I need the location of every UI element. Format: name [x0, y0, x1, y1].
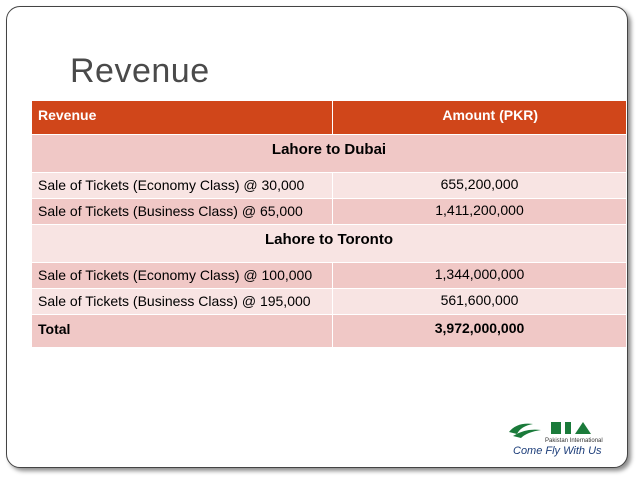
slide-title: Revenue [70, 52, 210, 90]
row-amount: 655,200,000 [333, 173, 627, 199]
pia-logo-icon [507, 418, 607, 440]
total-amount: 3,972,000,000 [333, 315, 627, 348]
revenue-table [31, 100, 627, 348]
table-header-row [32, 101, 627, 135]
row-description: Sale of Tickets (Business Class) @ 65,000 [32, 199, 333, 225]
row-description: Sale of Tickets (Economy Class) @ 30,000 [32, 173, 333, 199]
section-heading: Lahore to Toronto [32, 225, 627, 263]
row-amount: 1,411,200,000 [333, 199, 627, 225]
row-amount: 561,600,000 [333, 289, 627, 315]
logo-subtitle: Pakistan International [545, 438, 603, 444]
table-row [32, 199, 627, 225]
header-revenue: Revenue [32, 101, 333, 135]
row-description: Sale of Tickets (Business Class) @ 195,000 [32, 289, 333, 315]
section-row-toronto [32, 225, 627, 263]
section-heading: Lahore to Dubai [32, 135, 627, 173]
logo-tagline: Come Fly With Us [513, 445, 602, 457]
section-row-dubai [32, 135, 627, 173]
table-row [32, 289, 627, 315]
header-amount: Amount (PKR) [333, 101, 627, 135]
total-row [32, 315, 627, 348]
row-amount: 1,344,000,000 [333, 263, 627, 289]
row-description: Sale of Tickets (Economy Class) @ 100,000 [32, 263, 333, 289]
table-row [32, 263, 627, 289]
table-row [32, 173, 627, 199]
airline-logo [505, 414, 617, 462]
total-label: Total [32, 315, 333, 348]
